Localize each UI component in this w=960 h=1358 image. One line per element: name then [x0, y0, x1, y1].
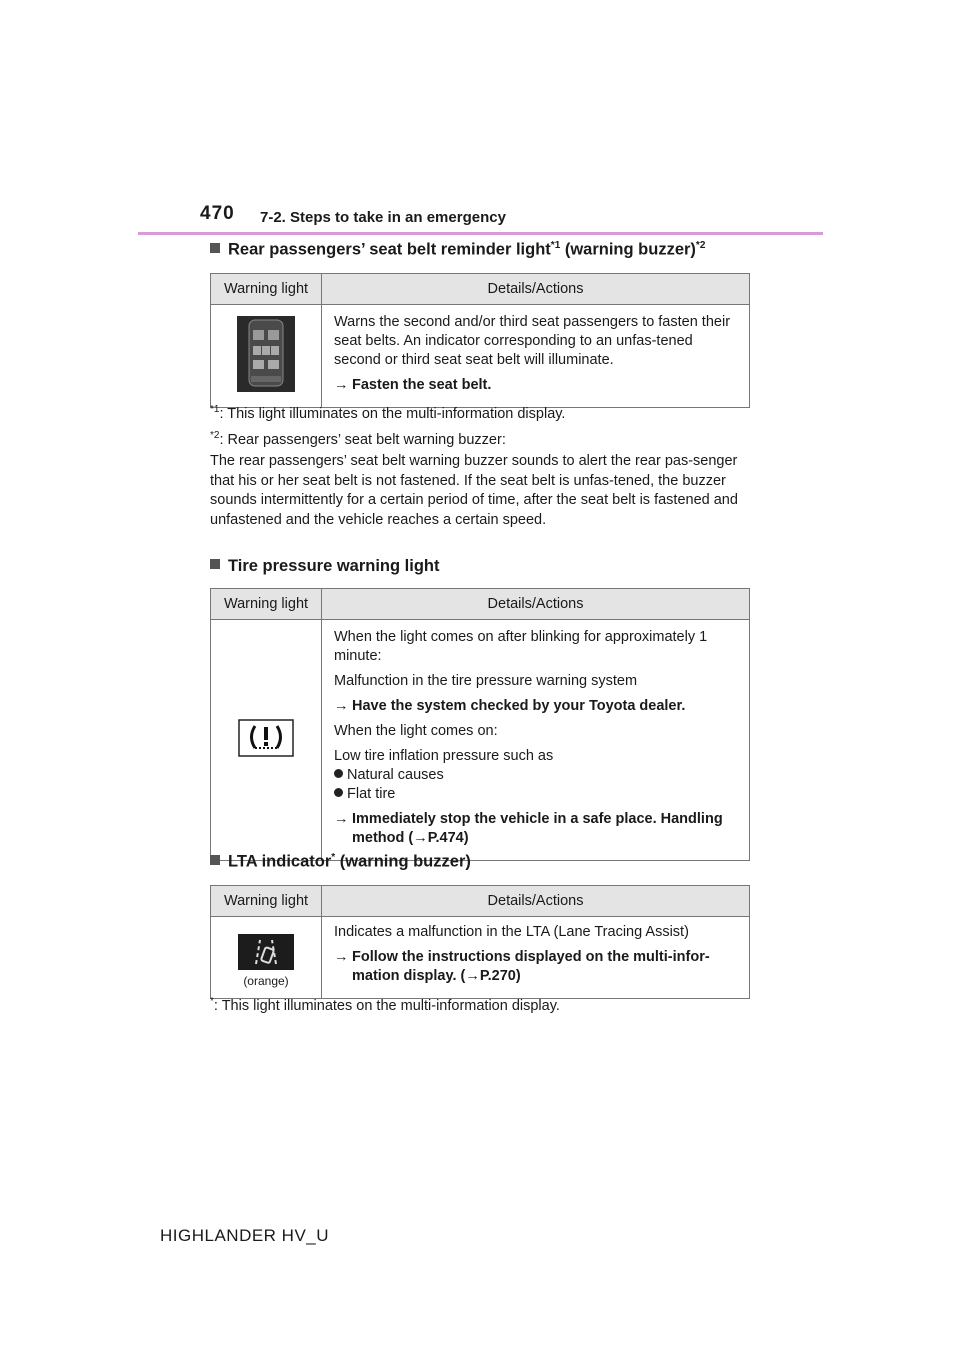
heading-text: Rear passengers’ seat belt reminder light — [228, 240, 551, 259]
square-bullet-icon — [210, 559, 220, 569]
details-text: When the light comes on: — [334, 723, 498, 739]
arrow-icon: → — [334, 698, 349, 714]
col-details: Details/Actions — [322, 589, 750, 620]
seat-belt-heading — [210, 240, 705, 260]
col-warning-light: Warning light — [211, 589, 322, 620]
footnote-1: $^{*1}$: This light illuminates on the multi-information display. — [210, 404, 566, 422]
section-header: 7-2. Steps to take in an emergency — [260, 209, 506, 226]
details-text: When the light comes on after blinking for approximately 1 minute: — [334, 629, 708, 664]
tire-pressure-table — [210, 588, 750, 861]
seat-belt-display-icon — [237, 316, 295, 392]
bullet-item: Natural causes — [334, 766, 739, 785]
icon-caption: (orange) — [243, 973, 289, 988]
bullet-dot-icon — [334, 788, 343, 797]
col-warning-light: Warning light — [211, 886, 322, 917]
details-text: Warns the second and/or third seat passengers to fasten their seat belts. An indicator corresponding to an unfas-tened second or third seat seat belt will illuminate. — [334, 314, 731, 368]
arrow-icon: → — [413, 830, 428, 846]
action-text: → Have the system checked by your Toyota dealer. — [334, 698, 686, 714]
arrow-icon: → — [334, 377, 349, 393]
footnote-2: $^{*2}$: Rear passengers’ seat belt warning buzzer: — [210, 430, 506, 448]
footnote-ref: *2 — [695, 240, 706, 251]
arrow-icon: → — [334, 811, 349, 827]
col-details: Details/Actions — [322, 274, 750, 305]
warning-light-cell — [211, 305, 322, 408]
bullet-dot-icon — [334, 769, 343, 778]
col-details: Details/Actions — [322, 886, 750, 917]
buzzer-paragraph: The rear passengers’ seat belt warning buzzer sounds to alert the rear pas-senger that his or her seat belt is not fastened. If the seat belt is unfas-tened, the buzzer sounds intermittently for a certain period of time, after the seat belt is fastened and unfastened and the vehicle reaches a certain speed. — [210, 453, 738, 528]
action-text: → Immediately stop the vehicle in a safe place. Handling method (→P.474) — [334, 811, 723, 846]
square-bullet-icon — [210, 243, 220, 253]
arrow-icon: → — [334, 949, 349, 965]
details-text: Indicates a malfunction in the LTA (Lane Tracing Assist) — [334, 924, 689, 940]
details-cell — [322, 620, 750, 861]
arrow-icon: → — [465, 968, 480, 984]
page-number: 470 — [200, 203, 235, 224]
lta-heading: LTA indicator* (warning buzzer) — [210, 852, 471, 872]
details-cell — [322, 305, 750, 408]
action-text: → Follow the instructions displayed on the multi-infor-mation display. (→P.270) — [334, 949, 710, 984]
warning-light-cell — [211, 620, 322, 861]
footnote-ref: *1 — [550, 240, 561, 251]
details-cell — [322, 917, 750, 999]
bullet-item: Flat tire — [334, 785, 739, 804]
square-bullet-icon — [210, 855, 220, 865]
tire-pressure-heading: Tire pressure warning light — [210, 557, 440, 576]
action-text: → Fasten the seat belt. — [334, 377, 492, 393]
col-warning-light: Warning light — [211, 274, 322, 305]
footer-model: HIGHLANDER HV_U — [160, 1226, 330, 1245]
seat-belt-table — [210, 273, 750, 408]
heading-text-mid: (warning buzzer) — [560, 240, 696, 259]
tire-pressure-icon — [238, 719, 294, 757]
warning-light-cell — [211, 917, 322, 999]
details-text: Low tire inflation pressure such as — [334, 748, 554, 764]
details-text: Malfunction in the tire pressure warning system — [334, 673, 638, 689]
footnote-lta: *: This light illuminates on the multi-information display. — [210, 996, 560, 1014]
lta-table — [210, 885, 750, 999]
lta-icon — [238, 934, 294, 970]
header-rule — [138, 232, 823, 235]
